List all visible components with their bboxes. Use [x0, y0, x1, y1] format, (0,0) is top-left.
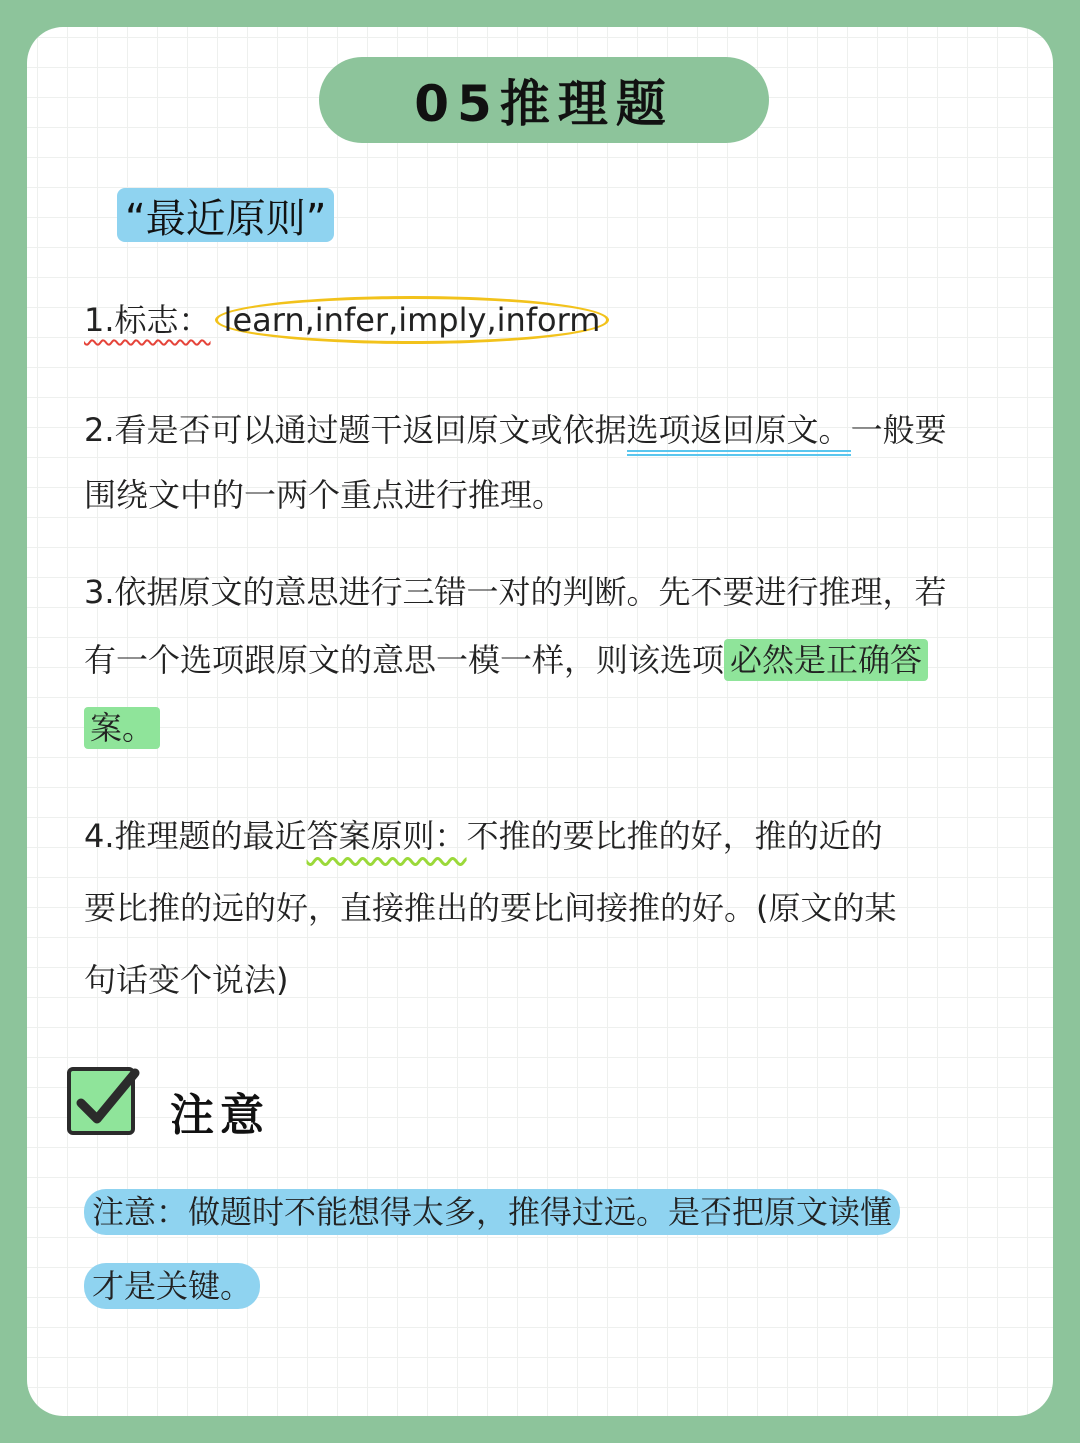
point-1: [84, 295, 609, 344]
point-3-highlight-end: 案。: [84, 707, 160, 749]
point-4-text-a: 4.推理题的最近: [84, 817, 307, 855]
point-2-line-1: [84, 405, 947, 451]
note-line-2: [84, 1261, 260, 1307]
page-title: 05推理题: [319, 57, 769, 143]
point-1-keywords: learn,infer,imply,inform: [215, 296, 610, 344]
principle-tag: “最近原则”: [117, 188, 334, 242]
point-2-text-a: 2.看是否可以通过题干返回原文或依据: [84, 411, 627, 449]
note-text-1: 注意：做题时不能想得太多，推得过远。是否把原文读懂: [84, 1189, 900, 1235]
point-1-label: 1.标志：: [84, 301, 211, 339]
note-text-2: 才是关键。: [84, 1263, 260, 1309]
point-3-line-1: 3.依据原文的意思进行三错一对的判断。先不要进行推理，若: [84, 573, 947, 611]
point-2-line-2: 围绕文中的一两个重点进行推理。: [84, 476, 565, 514]
note-title: 注意: [170, 1090, 270, 1141]
point-4-line-3: 句话变个说法): [84, 961, 289, 999]
note-line-1: [84, 1187, 900, 1233]
point-4-line-1: [84, 811, 883, 857]
point-4-highlight: 答案原则：: [306, 817, 467, 855]
point-4-text-c: 不推的要比推的好，推的近的: [466, 817, 883, 855]
content-card: [27, 27, 1053, 1416]
point-3-line-2: [84, 635, 928, 681]
point-3-highlight: 必然是正确答: [724, 639, 928, 681]
point-4-line-2: 要比推的远的好，直接推出的要比间接推的好。(原文的某: [84, 889, 897, 927]
point-2-highlight: 选项返回原文。: [627, 411, 851, 456]
checkbox-icon: [67, 1067, 135, 1135]
point-2-text-c: 一般要: [850, 411, 947, 449]
point-3-text-a: 有一个选项跟原文的意思一模一样，则该选项: [84, 641, 725, 679]
point-3-line-3: [84, 703, 160, 749]
